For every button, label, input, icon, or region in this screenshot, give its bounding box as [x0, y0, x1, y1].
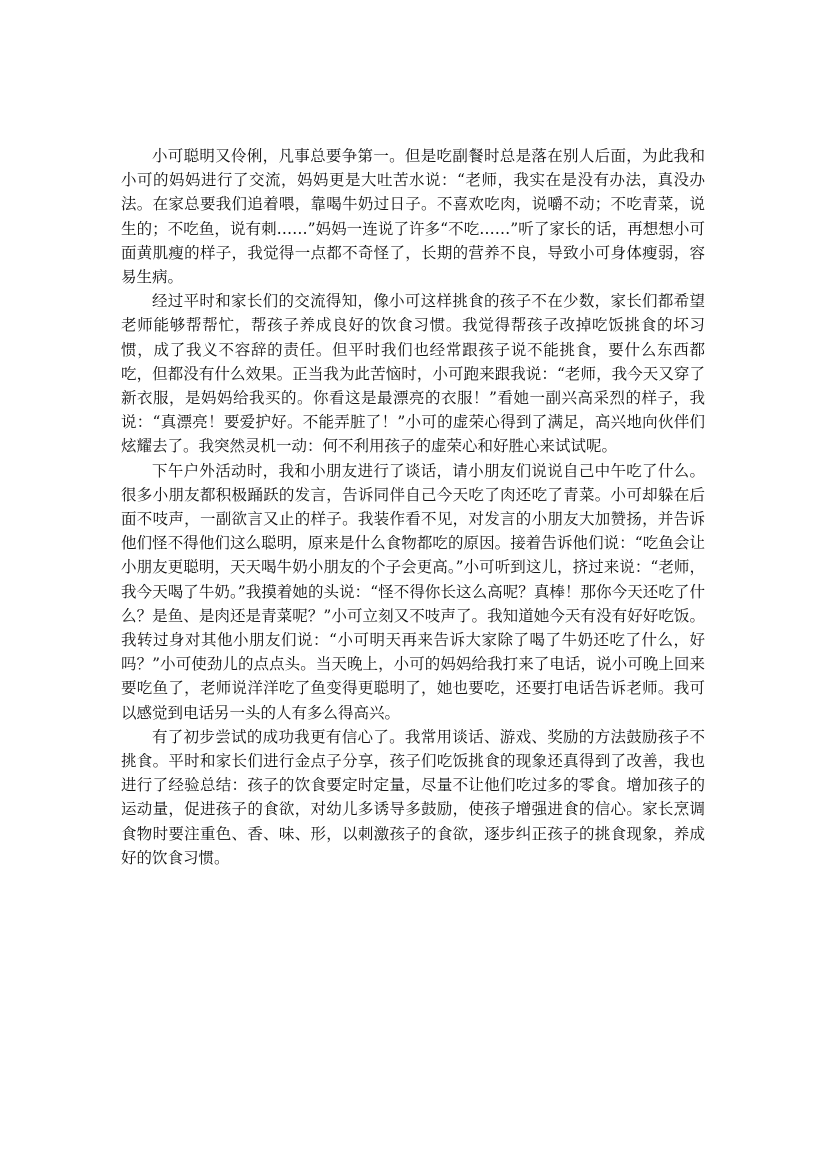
document-body	[121, 144, 705, 870]
paragraph-3: 下午户外活动时，我和小朋友进行了谈话，请小朋友们说说自己中午吃了什么。很多小朋友都积极踊跃的发言，告诉同伴自己今天吃了肉还吃了青菜。小可却躲在后面不吱声，一副欲言又止的样子。我装作看不见，对发言的小朋友大加赞扬，并告诉他们怪不得他们这么聪明，原来是什么食物都吃的原因。接着告诉他们说：“吃鱼会让小朋友更聪明，天天喝牛奶小朋友的个子会更高。”小可听到这儿，挤过来说：“老师，我今天喝了牛奶。”我摸着她的头说：“怪不得你长这么高呢？真棒！那你今天还吃了什么？是鱼、是肉还是青菜呢？”小可立刻又不吱声了。我知道她今天有没有好好吃饭。我转过身对其他小朋友们说：“小可明天再来告诉大家除了喝了牛奶还吃了什么，好吗？”小可使劲儿的点点头。当天晚上，小可的妈妈给我打来了电话，说小可晚上回来要吃鱼了，老师说洋洋吃了鱼变得更聪明了，她也要吃，还要打电话告诉老师。我可以感觉到电话另一头的人有多么得高兴。	[121, 461, 705, 722]
paragraph-1: 小可聪明又伶俐，凡事总要争第一。但是吃副餐时总是落在别人后面，为此我和小可的妈妈进行了交流，妈妈更是大吐苦水说：“老师，我实在是没有办法，真没办法。在家总要我们追着喂，靠喝牛奶过日子。不喜欢吃肉，说嚼不动；不吃青菜，说生的；不吃鱼，说有刺……”妈妈一连说了许多“不吃……”听了家长的话，再想想小可面黄肌瘦的样子，我觉得一点都不奇怪了，长期的营养不良，导致小可身体瘦弱，容易生病。	[121, 147, 705, 287]
paragraph-2: 经过平时和家长们的交流得知，像小可这样挑食的孩子不在少数，家长们都希望老师能够帮帮忙，帮孩子养成良好的饮食习惯。我觉得帮孩子改掉吃饭挑食的坏习惯，成了我义不容辞的责任。但平时我们也经常跟孩子说不能挑食，要什么东西都吃，但都没有什么效果。正当我为此苦恼时，小可跑来跟我说：“老师，我今天又穿了新衣服，是妈妈给我买的。你看这是最漂亮的衣服！”看她一副兴高采烈的样子，我说：“真漂亮！要爱护好。不能弄脏了！”小可的虚荣心得到了满足，高兴地向伙伴们炫耀去了。我突然灵机一动：何不利用孩子的虚荣心和好胜心来试试呢。	[121, 292, 705, 456]
paragraph-4: 有了初步尝试的成功我更有信心了。我常用谈话、游戏、奖励的方法鼓励孩子不挑食。平时和家长们进行金点子分享，孩子们吃饭挑食的现象还真得到了改善，我也进行了经验总结：孩子的饮食要定时定量，尽量不让他们吃过多的零食。增加孩子的运动量，促进孩子的食欲，对幼儿多诱导多鼓励，使孩子增强进食的信心。家长烹调食物时要注重色、香、味、形，以刺激孩子的食欲，逐步纠正孩子的挑食现象，养成好的饮食习惯。	[121, 727, 705, 867]
